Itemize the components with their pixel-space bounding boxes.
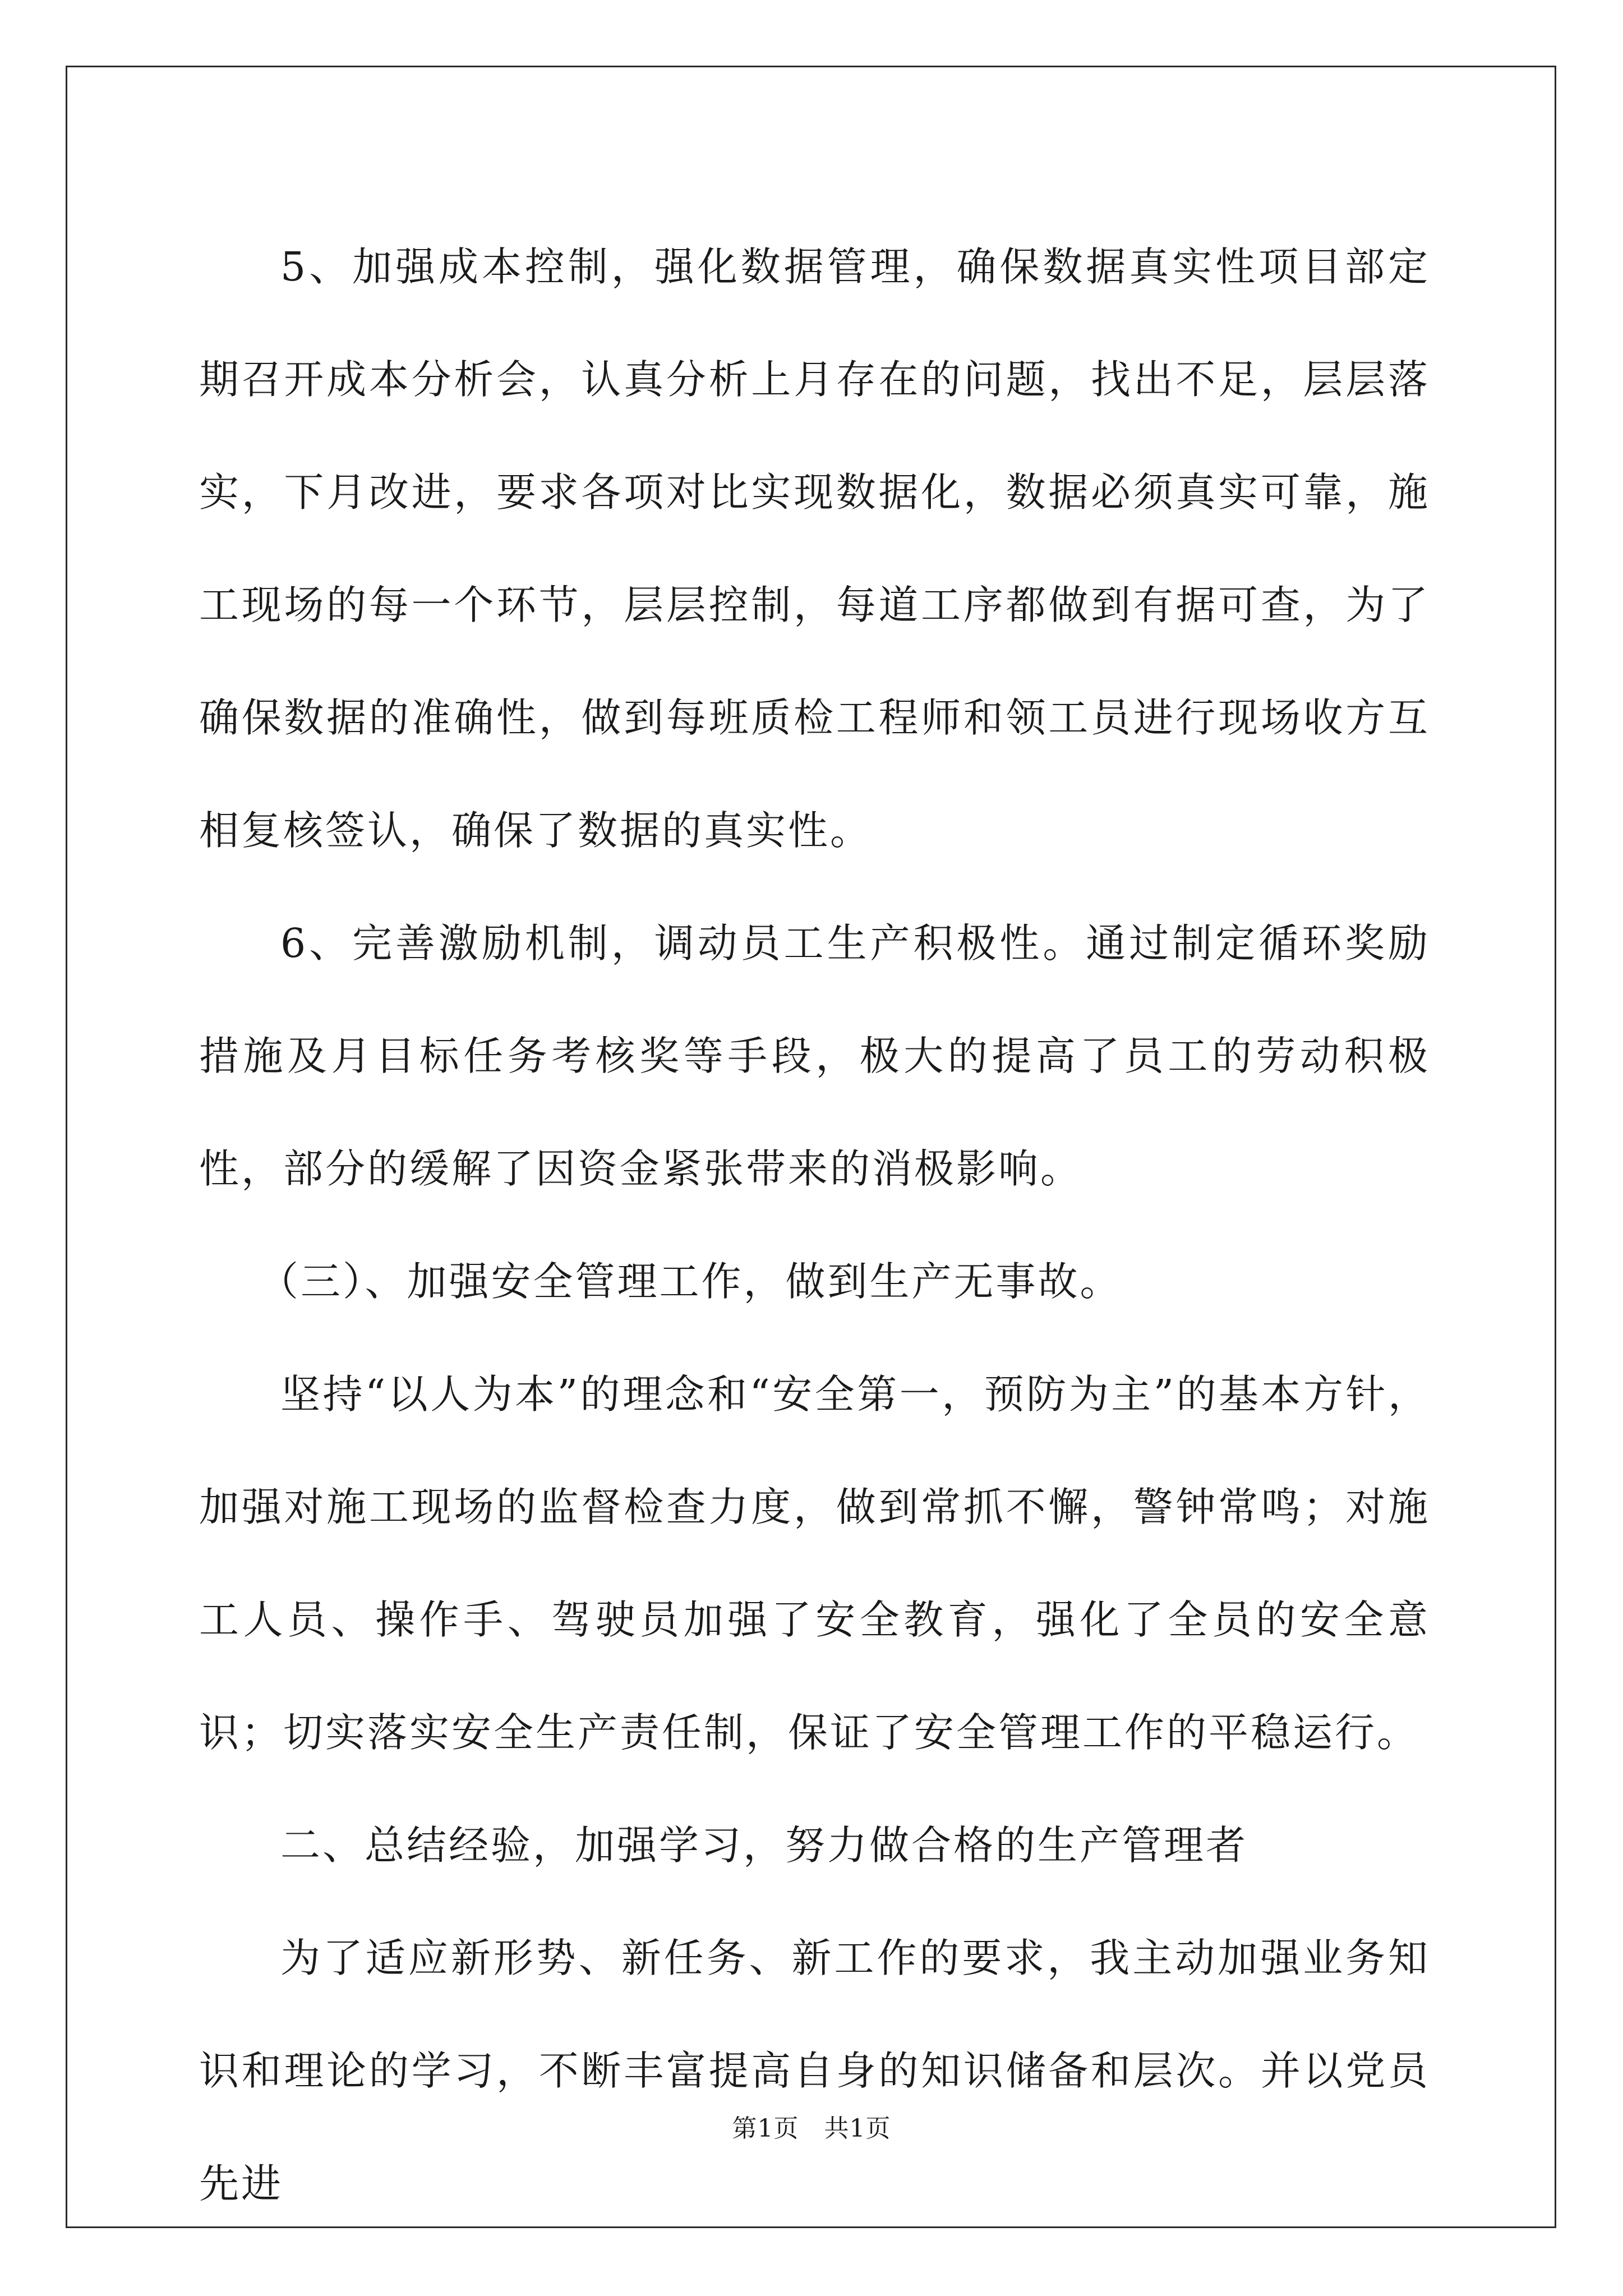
paragraph-learning: 为了适应新形势、新任务、新工作的要求，我主动加强业务知识和理论的学习，不断丰富提高自身的知识储备和层次。并以党员先进 <box>199 1935 1430 2207</box>
section-heading-experience: 二、总结经验，加强学习，努力做合格的生产管理者 <box>280 1822 1248 1869</box>
paragraph-cost-control: 5、加强成本控制，强化数据管理，确保数据真实性项目部定期召开成本分析会，认真分析上月存在的问题，找出不足，层层落实，下月改进，要求各项对比实现数据化，数据必须真实可靠，施工现场的每一个环节，层层控制，每道工序都做到有据可查，为了确保数据的准确性，做到每班质检工程师和领工员进行现场收方互相复核签认，确保了数据的真实性。 <box>199 243 1430 854</box>
paragraph-safety-policy: 坚持“以人为本”的理念和“安全第一，预防为主”的基本方针，加强对施工现场的监督检查力度，做到常抓不懈，警钟常鸣；对施工人员、操作手、驾驶员加强了安全教育，强化了全员的安全意识；切实落实安全生产责任制，保证了安全管理工作的平稳运行。 <box>199 1371 1430 1756</box>
paragraph-incentive-mechanism: 6、完善激励机制，调动员工生产积极性。通过制定循环奖励措施及月目标任务考核奖等手段，极大的提高了员工的劳动积极性，部分的缓解了因资金紧张带来的消极影响。 <box>199 920 1430 1192</box>
section-heading-safety: （三）、加强安全管理工作，做到生产无事故。 <box>259 1258 1122 1305</box>
document-body <box>199 210 1430 2240</box>
page-footer: 第1页 共1页 <box>732 2114 891 2143</box>
